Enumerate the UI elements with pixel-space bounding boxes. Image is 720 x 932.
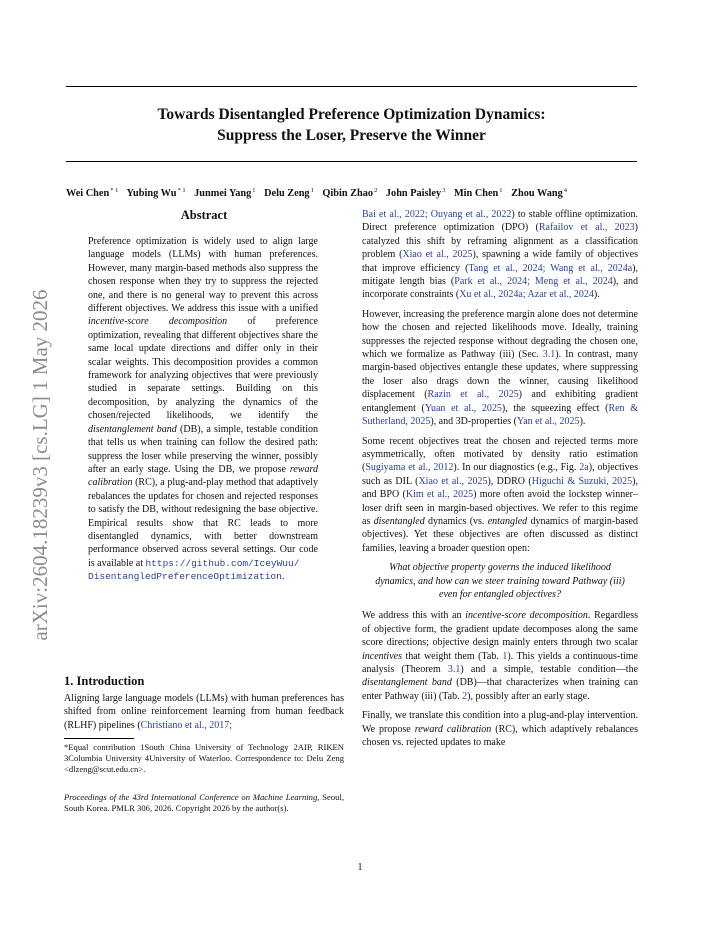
citation-link[interactable]: Xiao et al., 2025 bbox=[402, 249, 473, 261]
title-top-rule bbox=[66, 86, 637, 87]
right-column bbox=[362, 208, 638, 755]
section-ref-link[interactable]: 3.1 bbox=[542, 349, 556, 361]
table-ref-link[interactable]: 2 bbox=[462, 690, 468, 702]
affiliation-footnote: *Equal contribution 1South China University of Technology 2AIP, RIKEN 3Columbia University 4University of Waterloo. Correspondence to: Delu Zeng <dlzeng@scut.edu.cn>. bbox=[64, 742, 344, 774]
citation-link[interactable]: Higuchi & Suzuki, 2025 bbox=[531, 475, 633, 487]
section-heading-introduction: 1. Introduction bbox=[64, 674, 145, 688]
citation-link[interactable]: Xiao et al., 2025 bbox=[418, 475, 488, 487]
citation-link[interactable]: Ren & Sutherland, 2025 bbox=[362, 402, 639, 428]
paper-title-line-2: Suppress the Loser, Preserve the Winner bbox=[217, 127, 486, 144]
introduction-text: Aligning large language models (LLMs) with human preferences has shifted from online reinforcement learning from human feedback (RLHF) pipelines (Christiano et al., 2017; bbox=[64, 693, 344, 731]
figure-ref-link[interactable]: 2a bbox=[579, 462, 589, 474]
citation-link[interactable]: Park et al., 2024; Meng et al., 2024 bbox=[454, 276, 613, 288]
table-ref-link[interactable]: 1 bbox=[502, 650, 508, 662]
author: Wei Chen$^{* 1}$ bbox=[66, 187, 119, 200]
author: Qibin Zhao$^2$ bbox=[322, 187, 378, 200]
citation-link[interactable]: Kim et al., 2025 bbox=[405, 489, 474, 501]
author: Min Chen$^1$ bbox=[453, 187, 503, 200]
paragraph: Finally, we translate this condition into a plug-and-play intervention. We propose reward calibration (RC), which adaptively rebalances chosen vs. rejected updates to make bbox=[362, 710, 638, 749]
abstract-heading: Abstract bbox=[180, 208, 228, 222]
author: Delu Zeng$^1$ bbox=[264, 187, 314, 200]
citation-link[interactable]: Tang et al., 2024; Wang et al., 2024a bbox=[468, 262, 633, 274]
author: Yubing Wu$^{* 1}$ bbox=[126, 187, 186, 200]
paragraph: We address this with an incentive-score decomposition. Regardless of objective form, the gradient update decomposes along the same score directions; objective design mainly enters through two scalar incentives that weight them (Tab. 1). This yields a continuous-time analysis (Theorem 3.1) and a simple, testable condition—the disentanglement band (DB)—that characterizes when training can enter Pathway (iii) (Tab. 2), possibly after an early stage. bbox=[362, 610, 639, 702]
author: John Paisley$^3$ bbox=[385, 187, 446, 200]
code-url-link[interactable]: https://github.com/IceyWuu/ DisentangledPreferenceOptimization bbox=[88, 557, 300, 583]
paragraph: Some recent objectives treat the chosen and rejected terms more asymmetrically, often motivated by density ratio estimation (Sugiyama et al., 2012). In our diagnostics (e.g., Fig. 2a), objectives such as DIL (Xiao et al., 2025), DDRO (Higuchi & Suzuki, 2025), and BPO (Kim et al., 2025) more often avoid the lockstep winner–loser drift seen in margin-based objectives. We refer to this regime as disentangled dynamics (vs. entangled dynamics of margin-based objectives). Yet these objectives are often discussed as distinct families, leaving a broader question open: bbox=[362, 435, 639, 554]
paragraph: However, increasing the preference margin alone does not determine how the chosen and rejected likelihoods move. Ideally, training suppresses the rejected response without degrading the chosen one, which we formalize as Pathway (iii) (Sec. 3.1). In contrast, many margin-based objectives entangle these updates, where suppressing the loser also drags down the winner, causing likelihood displacement (Razin et al., 2025) and exhibiting gradient entanglement (Yuan et al., 2025), the squeezing effect (Ren & Sutherland, 2025), and 3D-properties (Yan et al., 2025). bbox=[362, 308, 639, 428]
citation-link[interactable]: Yuan et al., 2025 bbox=[424, 402, 502, 414]
author: Junmei Yang$^1$ bbox=[194, 187, 256, 200]
footnote-rule bbox=[64, 738, 134, 739]
citation-link[interactable]: Bai et al., 2022; Ouyang et al., 2022 bbox=[362, 209, 512, 220]
citation-link[interactable]: Yan et al., 2025 bbox=[516, 416, 580, 428]
citation-link[interactable]: Razin et al., 2025 bbox=[427, 389, 519, 401]
theorem-ref-link[interactable]: 3.1 bbox=[447, 664, 461, 675]
paragraph: Bai et al., 2022; Ouyang et al., 2022) to stable offline optimization. Direct preference optimization (DPO) (Rafailov et al., 2023) catalyzed this shift by reframing alignment as a classification problem (Xiao et al., 2025), spawning a wide family of objectives that improve efficiency (Tang et al., 2024; Wang et al., 2024a), mitigate length bias (Park et al., 2024; Meng et al., 2024), and incorporate constraints (Xu et al., 2024a; Azar et al., 2024). bbox=[362, 209, 639, 301]
author: Zhou Wang$^4$ bbox=[511, 187, 567, 200]
citation-link[interactable]: Sugiyama et al., 2012 bbox=[365, 462, 454, 474]
abstract-body: Preference optimization is widely used to align large language models (LLMs) with human preferences. However, many margin-based methods also suppress the chosen response when they try to suppress the rejected one, and there is no general way to prevent this across different objectives. We address this issue with a unified incentive-score decomposition of preference optimization, revealing that different objectives share the same local update directions and differ only in their scalar weights. This decomposition provides a common framework for analyzing objectives that were previously studied in separate settings. Building on this decomposition, by analyzing the dynamics of the chosen/rejected likelihoods, we identify the disentanglement band (DB), a simple, testable condition that tells us when training can follow the desired path: suppress the loser while preserving the winner, possibly after an early stage. Using the DB, we propose reward calibration (RC), a plug-and-play method that adaptively rebalances the updates for chosen and rejected responses to satisfy the DB, without redesigning the base objective. Empirical results show that RC leads to more disentangled dynamics, with better downstream performance observed across several settings. Our code is available at https://github.com/IceyWuu/ DisentangledPreferenceOptimization. bbox=[88, 236, 318, 583]
citation-link[interactable]: Xu et al., 2024a; Azar et al., 2024 bbox=[459, 289, 594, 301]
research-question: What objective property governs the induced likelihood dynamics, and how can we steer training toward Pathway (iii) even for entangled objectives? bbox=[375, 562, 625, 600]
citation-link[interactable]: Christiano et al., 2017; bbox=[140, 719, 233, 731]
arxiv-identifier: arXiv:2604.18239v3 [cs.LG] 1 May 2026 bbox=[28, 289, 52, 641]
citation-link[interactable]: Rafailov et al., 2023 bbox=[538, 222, 635, 234]
paper-title-line-1: Towards Disentangled Preference Optimization Dynamics: bbox=[157, 106, 546, 123]
title-bottom-rule bbox=[66, 161, 637, 162]
page-number: 1 bbox=[357, 862, 363, 873]
author-list bbox=[66, 187, 637, 199]
proceedings-note: Proceedings of the 43rd International Conference on Machine Learning, Seoul, South Korea. PMLR 306, 2026. Copyright 2026 by the author(s). bbox=[64, 792, 344, 813]
